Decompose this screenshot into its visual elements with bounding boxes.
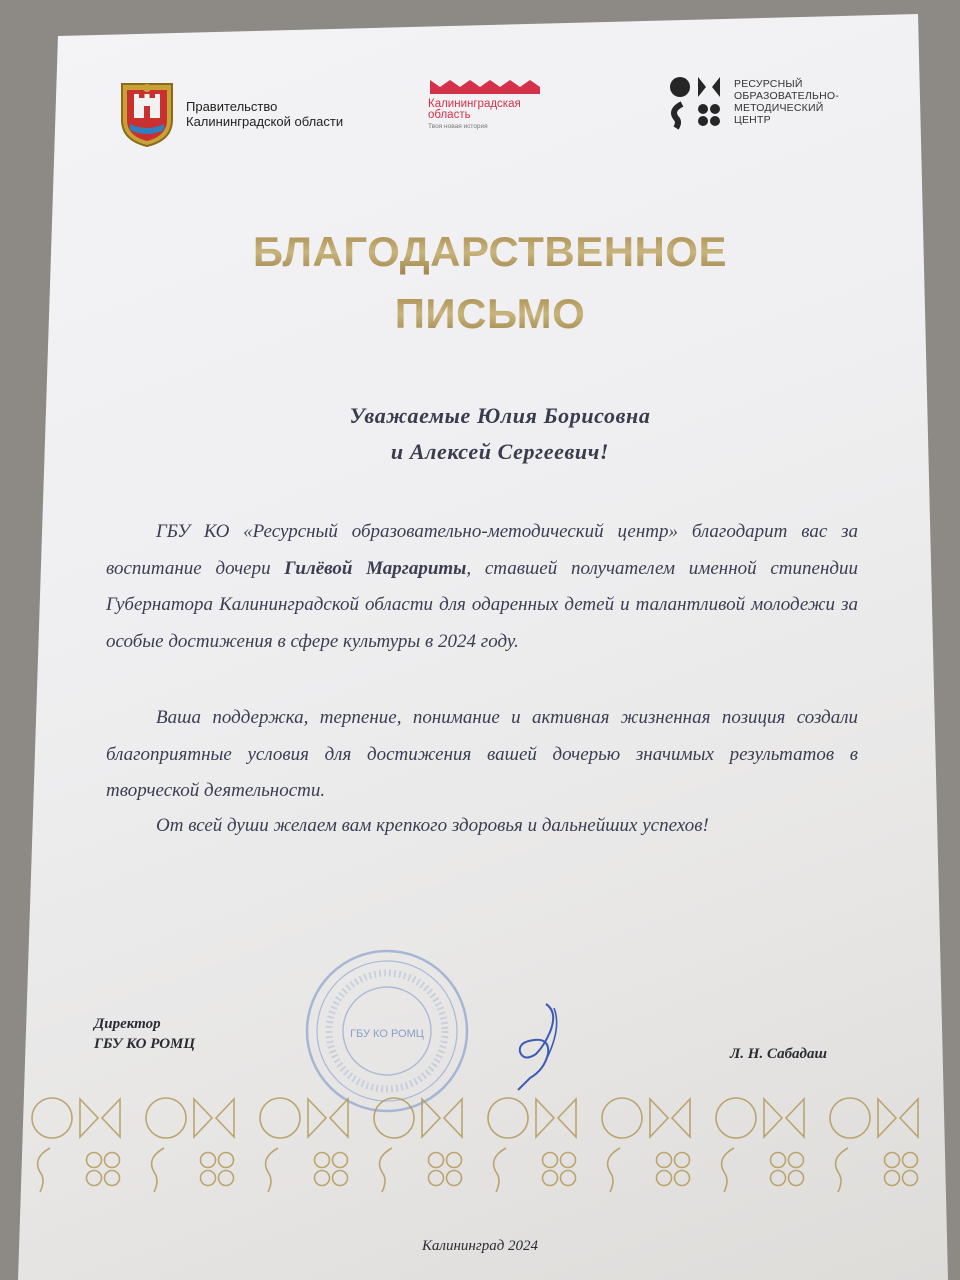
romc-name-line1: РЕСУРСНЫЙ: [734, 78, 803, 90]
pattern-shape: [885, 1153, 900, 1168]
greeting-line1: Уважаемые Юлия Борисовна: [349, 403, 651, 428]
pattern-shape: [422, 1099, 462, 1137]
romc-logo: [668, 74, 839, 130]
pattern-shape: [602, 1098, 642, 1138]
pattern-shape: [374, 1098, 414, 1138]
gov-name-line1: Правительство: [186, 99, 278, 114]
pattern-shape: [308, 1099, 348, 1137]
pattern-shape: [333, 1153, 348, 1168]
director-title: [94, 1014, 195, 1054]
pattern-shape: [903, 1153, 918, 1168]
official-stamp-icon: [302, 946, 472, 1116]
pattern-shape: [722, 1148, 734, 1192]
director-role-line1: Директор: [94, 1016, 161, 1032]
pattern-shape: [836, 1148, 848, 1192]
pattern-shape: [657, 1153, 672, 1168]
p1-end: , ставшей получателем именной стипендии Губернатора Калининградской области для одаренных детей и талантливой молодежи за особые достижения в сфере культуры в 2024 году.: [106, 557, 859, 652]
p1-start: ГБУ КО «Ресурсный образовательно-методический центр» благодарит вас за воспитание дочери: [106, 521, 858, 579]
romc-name-line4: ЦЕНТР: [734, 114, 771, 126]
pattern-shape: [201, 1171, 216, 1186]
pattern-shape: [80, 1099, 120, 1137]
greeting-line2: и Алексей Сергеевич!: [390, 439, 610, 464]
pattern-shape: [87, 1153, 102, 1168]
pattern-shape: [429, 1171, 444, 1186]
coat-of-arms-icon: [118, 80, 176, 148]
pattern-shape: [315, 1153, 330, 1168]
body-paragraph-1: [106, 514, 858, 660]
body-paragraph-3: От всей души желаем вам крепкого здоровья и дальнейших успехов!: [156, 815, 709, 836]
handwritten-signature-icon: [506, 998, 576, 1094]
pattern-shape: [380, 1148, 392, 1192]
pattern-shape: [194, 1099, 234, 1137]
crown-icon: [428, 78, 544, 94]
pattern-shape: [764, 1099, 804, 1137]
director-role-line2: ГБУ КО РОМЦ: [94, 1036, 196, 1052]
pattern-shape: [885, 1171, 900, 1186]
pattern-shape: [536, 1099, 576, 1137]
pattern-shape: [429, 1153, 444, 1168]
document-title-line1: БЛАГОДАРСТВЕННОЕ: [140, 228, 840, 276]
brand-tagline: Твоя новая история: [428, 123, 488, 130]
pattern-shape: [447, 1153, 462, 1168]
pattern-shape: [789, 1171, 804, 1186]
body-paragraph-2: Ваша поддержка, терпение, понимание и активная жизненная позиция создали благоприятные условия для достижения вашей дочерью значимых результатов в творческой деятельности.: [106, 707, 858, 801]
pattern-shape: [38, 1148, 50, 1192]
city-year: Калининград 2024: [421, 1238, 539, 1254]
pattern-shape: [561, 1153, 576, 1168]
pattern-shape: [675, 1153, 690, 1168]
pattern-shape: [201, 1153, 216, 1168]
pattern-shape: [903, 1171, 918, 1186]
pattern-shape: [87, 1171, 102, 1186]
pattern-shape: [32, 1098, 72, 1138]
pattern-shape: [543, 1153, 558, 1168]
pattern-shape: [771, 1153, 786, 1168]
pattern-shape: [266, 1148, 278, 1192]
pattern-shape: [260, 1098, 300, 1138]
pattern-shape: [771, 1171, 786, 1186]
pattern-shape: [716, 1098, 756, 1138]
pattern-shape: [878, 1099, 918, 1137]
pattern-shape: [830, 1098, 870, 1138]
recipient-name: Гилёвой Маргариты: [284, 557, 467, 579]
pattern-shape: [219, 1153, 234, 1168]
pattern-shape: [561, 1171, 576, 1186]
romc-name-line3: МЕТОДИЧЕСКИЙ: [734, 102, 824, 114]
pattern-shape: [315, 1171, 330, 1186]
pattern-shape: [219, 1171, 234, 1186]
document-title-line2: ПИСЬМО: [140, 290, 840, 338]
pattern-shape: [488, 1098, 528, 1138]
signer-name: Л. Н. Сабадаш: [730, 1046, 827, 1062]
pattern-shape: [105, 1153, 120, 1168]
pattern-shape: [675, 1171, 690, 1186]
stamp-center-text: ГБУ КО РОМЦ: [350, 1028, 424, 1040]
gov-name-line2: Калининградской области: [186, 114, 344, 129]
pattern-shape: [657, 1171, 672, 1186]
pattern-shape: [447, 1171, 462, 1186]
region-brand-logo: [428, 78, 548, 130]
pattern-shape: [789, 1153, 804, 1168]
brand-name-line2: область: [428, 109, 471, 121]
pattern-shape: [494, 1148, 506, 1192]
pattern-shape: [152, 1148, 164, 1192]
pattern-shape: [650, 1099, 690, 1137]
romc-name-line2: ОБРАЗОВАТЕЛЬНО-: [734, 90, 839, 102]
romc-mark-icon: [668, 74, 724, 130]
brand-name-line1: Калининградская: [428, 98, 521, 110]
pattern-shape: [105, 1171, 120, 1186]
pattern-shape: [543, 1171, 558, 1186]
government-logo: [118, 80, 343, 148]
pattern-shape: [333, 1171, 348, 1186]
pattern-shape: [608, 1148, 620, 1192]
pattern-shape: [146, 1098, 186, 1138]
decorative-pattern: [26, 1096, 938, 1196]
